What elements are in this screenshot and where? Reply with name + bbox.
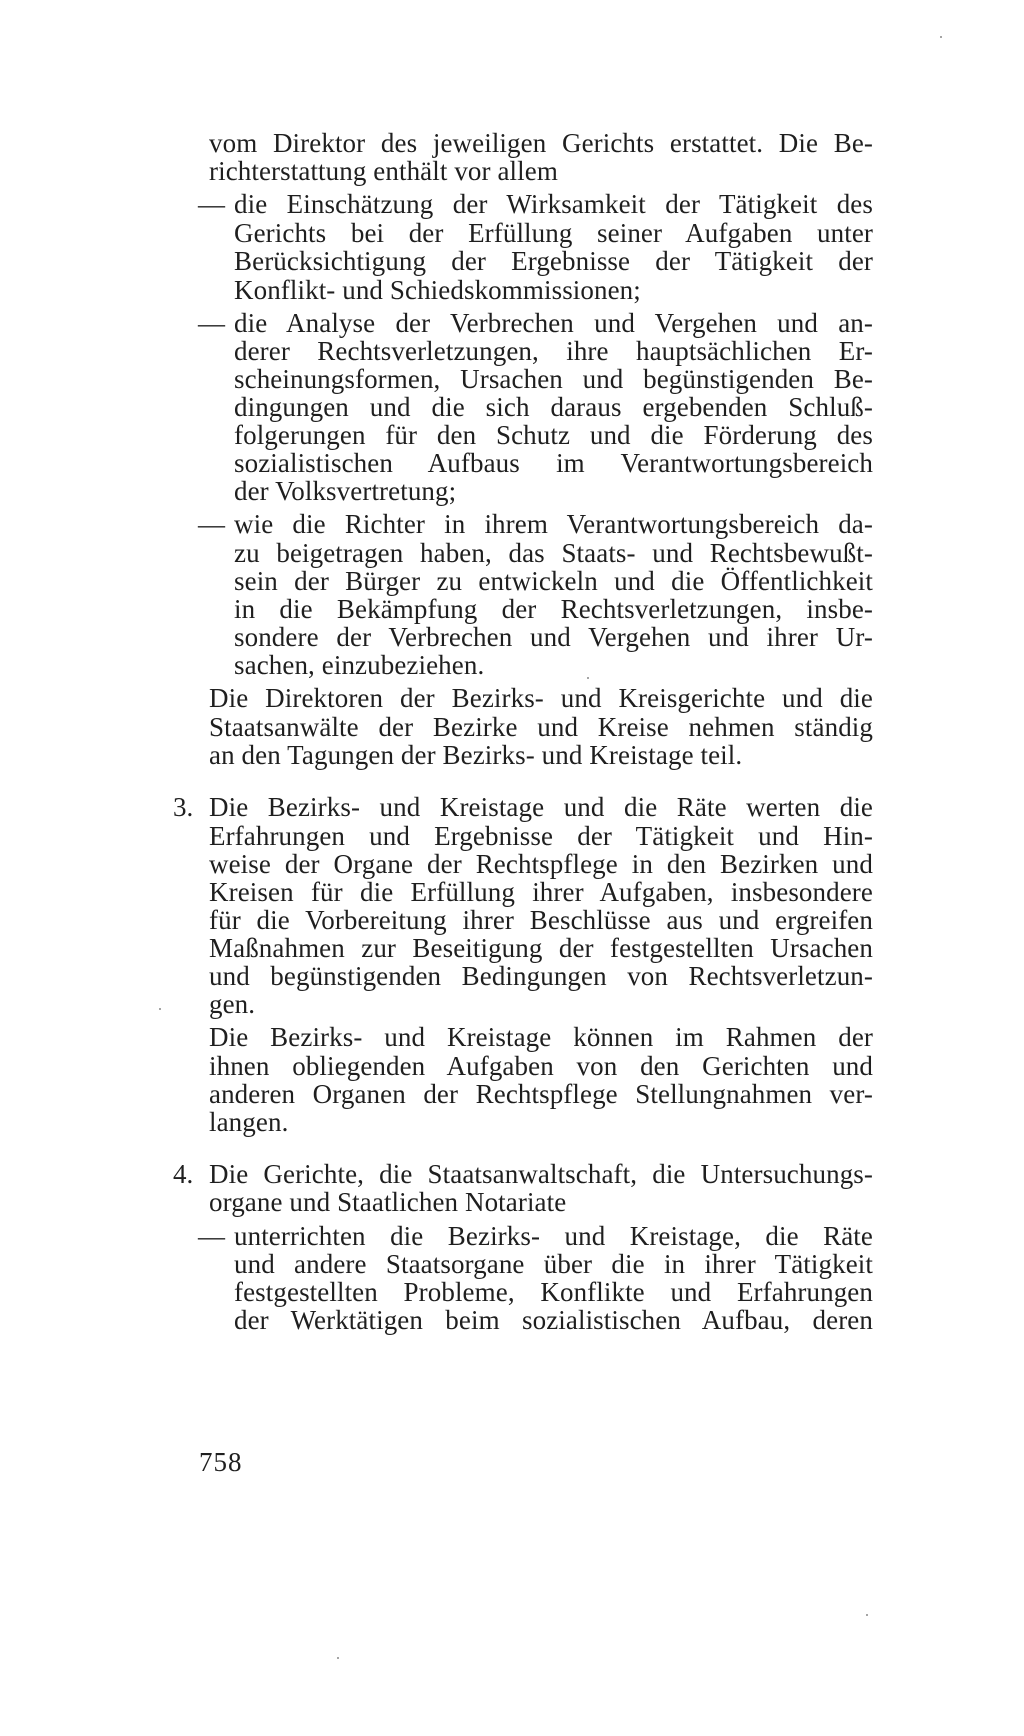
text-line	[0, 364, 1024, 394]
bullet-text: sein der Bürger zu entwickeln und die Öffentlichkeit	[234, 566, 873, 596]
text-line	[0, 961, 1024, 991]
bullet-text: in die Bekämpfung der Rechtsverletzungen, insbe-	[234, 594, 873, 624]
bullet-text: folgerungen für den Schutz und die Förderung des	[234, 420, 873, 450]
paragraph-text: organe und Staatlichen Notariate	[209, 1187, 567, 1217]
text-line	[0, 476, 1024, 506]
text-line	[0, 538, 1024, 568]
bullet-text: Berücksichtigung der Ergebnisse der Tätigkeit der	[234, 246, 873, 276]
bullet-text: dingungen und die sich daraus ergebenden Schluß-	[234, 392, 873, 422]
text-line	[0, 821, 1024, 851]
paragraph-text: an den Tagungen der Bezirks- und Kreistage teil.	[209, 740, 743, 770]
text-line	[0, 336, 1024, 366]
bullet-text: Gerichts bei der Erfüllung seiner Aufgaben unter	[234, 218, 873, 248]
text-line	[0, 712, 1024, 742]
bullet-text: zu beigetragen haben, das Staats- und Rechtsbewußt-	[234, 538, 873, 568]
numbered-item	[0, 1159, 1024, 1189]
text-line	[0, 740, 1024, 770]
bullet-text: unterrichten die Bezirks- und Kreistage, die Räte	[234, 1221, 873, 1251]
scan-speck	[587, 677, 589, 679]
text-line	[0, 1079, 1024, 1109]
text-line	[0, 877, 1024, 907]
page-number: 758	[199, 1447, 243, 1477]
scan-speck	[337, 1657, 339, 1659]
text-line	[0, 392, 1024, 422]
bullet-text: derer Rechtsverletzungen, ihre hauptsächlichen Er-	[234, 336, 873, 366]
item-number: 4.	[173, 1159, 194, 1189]
text-line	[0, 989, 1024, 1019]
text-line	[0, 566, 1024, 596]
text-line	[0, 420, 1024, 450]
paragraph-text: Die Bezirks- und Kreistage und die Räte werten die	[209, 792, 873, 822]
text-line	[0, 1277, 1024, 1307]
bullet-item	[0, 189, 1024, 219]
paragraph-text: Kreisen für die Erfüllung ihrer Aufgaben, insbesondere	[209, 877, 873, 907]
bullet-item	[0, 1221, 1024, 1251]
text-line	[0, 156, 1024, 186]
text-line	[0, 246, 1024, 276]
text-line	[0, 650, 1024, 680]
text-line	[0, 1022, 1024, 1052]
bullet-text: sachen, einzubeziehen.	[234, 650, 485, 680]
text-line	[0, 683, 1024, 713]
text-line	[0, 622, 1024, 652]
bullet-text: scheinungsformen, Ursachen und begünstigenden Be-	[234, 364, 873, 394]
bullet-text: und andere Staatsorgane über die in ihrer Tätigkeit	[234, 1249, 873, 1279]
dash-marker: —	[198, 1221, 225, 1251]
text-line	[0, 849, 1024, 879]
bullet-text: wie die Richter in ihrem Verantwortungsbereich da-	[234, 509, 873, 539]
text-line	[0, 1249, 1024, 1279]
text-line	[0, 448, 1024, 478]
bullet-text: der Volksvertretung;	[234, 476, 457, 506]
text-line	[0, 933, 1024, 963]
bullet-text: sondere der Verbrechen und Vergehen und ihrer Ur-	[234, 622, 873, 652]
paragraph-text: und begünstigenden Bedingungen von Rechtsverletzun-	[209, 961, 873, 991]
bullet-text: der Werktätigen beim sozialistischen Aufbau, deren	[234, 1305, 873, 1335]
paragraph-text: für die Vorbereitung ihrer Beschlüsse aus und ergreifen	[209, 905, 873, 935]
bullet-text: die Einschätzung der Wirksamkeit der Tätigkeit des	[234, 189, 873, 219]
bullet-text: Konflikt- und Schiedskommissionen;	[234, 275, 641, 305]
paragraph-text: Die Gerichte, die Staatsanwaltschaft, die Untersuchungs-	[209, 1159, 873, 1189]
paragraph-text: gen.	[209, 989, 256, 1019]
text-line	[0, 218, 1024, 248]
paragraph-text: vom Direktor des jeweiligen Gerichts erstattet. Die Be-	[209, 128, 873, 158]
bullet-text: sozialistischen Aufbaus im Verantwortungsbereich	[234, 448, 873, 478]
text-line	[0, 594, 1024, 624]
text-line	[0, 1107, 1024, 1137]
paragraph-text: Staatsanwälte der Bezirke und Kreise nehmen ständig	[209, 712, 873, 742]
dash-marker: —	[198, 308, 225, 338]
paragraph-text: Die Direktoren der Bezirks- und Kreisgerichte und die	[209, 683, 873, 713]
bullet-item	[0, 308, 1024, 338]
scan-speck	[866, 1614, 868, 1616]
text-line	[0, 128, 1024, 158]
text-line	[0, 275, 1024, 305]
scan-speck	[940, 36, 942, 38]
paragraph-text: Die Bezirks- und Kreistage können im Rahmen der	[209, 1022, 873, 1052]
text-line	[0, 1187, 1024, 1217]
item-number: 3.	[173, 792, 194, 822]
text-line	[0, 905, 1024, 935]
paragraph-text: richterstattung enthält vor allem	[209, 156, 558, 186]
bullet-text: festgestellten Probleme, Konflikte und Erfahrungen	[234, 1277, 873, 1307]
bullet-item	[0, 509, 1024, 539]
paragraph-text: ihnen obliegenden Aufgaben von den Gerichten und	[209, 1051, 873, 1081]
paragraph-text: langen.	[209, 1107, 289, 1137]
dash-marker: —	[198, 189, 225, 219]
paragraph-text: anderen Organen der Rechtspflege Stellungnahmen ver-	[209, 1079, 873, 1109]
paragraph-text: Erfahrungen und Ergebnisse der Tätigkeit und Hin-	[209, 821, 873, 851]
text-line	[0, 1051, 1024, 1081]
dash-marker: —	[198, 509, 225, 539]
paragraph-text: weise der Organe der Rechtspflege in den Bezirken und	[209, 849, 873, 879]
bullet-text: die Analyse der Verbrechen und Vergehen und an-	[234, 308, 873, 338]
numbered-item	[0, 792, 1024, 822]
scan-speck	[159, 1008, 161, 1010]
text-line	[0, 1305, 1024, 1335]
paragraph-text: Maßnahmen zur Beseitigung der festgestellten Ursachen	[209, 933, 873, 963]
